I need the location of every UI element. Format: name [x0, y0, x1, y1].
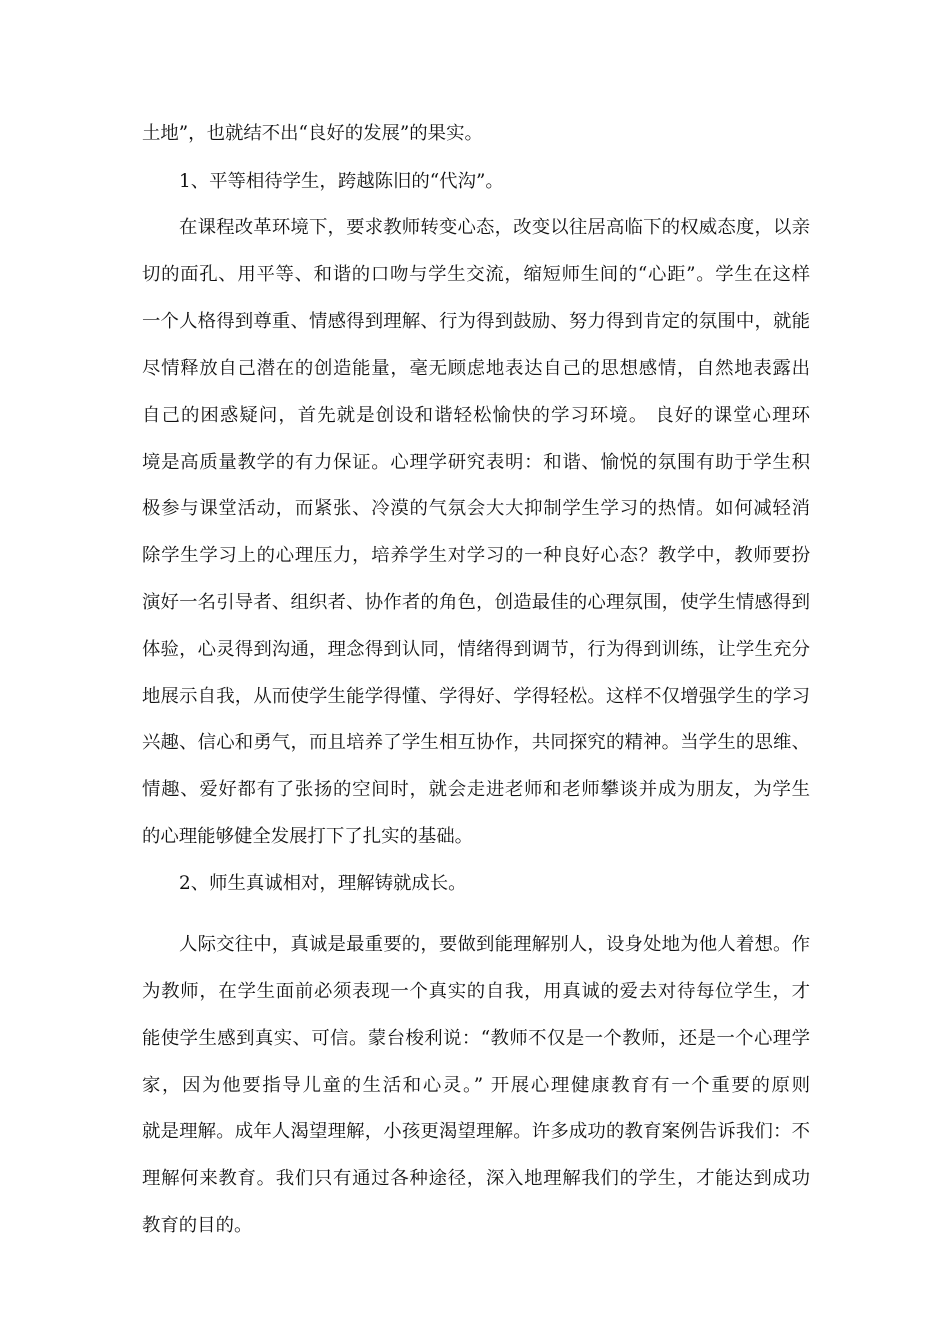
paragraph-1-line: 地展示自我，从而使学生能学得懂、学得好、学得轻松。这样不仅增强学生的学习: [142, 686, 810, 707]
paragraph-2-line: 就是理解。成年人渴望理解，小孩更渴望理解。许多成功的教育案例告诉我们：不: [142, 1121, 810, 1142]
paragraph-1-line: 自己的困惑疑问，首先就是创设和谐轻松愉快的学习环境。 良好的课堂心理环: [142, 405, 810, 426]
paragraph-2-line: 人际交往中，真诚是最重要的，要做到能理解别人，设身处地为他人着想。作: [179, 934, 810, 955]
paragraph-1-line: 除学生学习上的心理压力，培养学生对学习的一种良好心态？教学中，教师要扮: [142, 545, 810, 566]
paragraph-2-line: 教育的目的。: [142, 1215, 253, 1236]
paragraph-1-line: 体验，心灵得到沟通，理念得到认同，情绪得到调节，行为得到训练，让学生充分: [142, 639, 810, 660]
paragraph-2-line: 理解何来教育。我们只有通过各种途径，深入地理解我们的学生，才能达到成功: [142, 1168, 810, 1189]
paragraph-2-line: 能使学生感到真实、可信。蒙台梭利说：“教师不仅是一个教师，还是一个心理学: [142, 1028, 810, 1049]
section-heading-1: 1、平等相待学生，跨越陈旧的“代沟”。: [179, 171, 504, 192]
paragraph-1-line: 情趣、爱好都有了张扬的空间时，就会走进老师和老师攀谈并成为朋友，为学生: [142, 779, 810, 800]
paragraph-1-line: 的心理能够健全发展打下了扎实的基础。: [142, 826, 474, 847]
paragraph-1-line: 境是高质量教学的有力保证。心理学研究表明：和谐、愉悦的氛围有助于学生积: [142, 452, 810, 473]
paragraph-1-line: 切的面孔、用平等、和谐的口吻与学生交流，缩短师生间的“心距”。学生在这样: [142, 264, 810, 285]
section-heading-2: 2、师生真诚相对，理解铸就成长。: [179, 873, 467, 894]
paragraph-2-line: 为教师，在学生面前必须表现一个真实的自我，用真诚的爱去对待每位学生，才: [142, 981, 810, 1002]
paragraph-1-line: 在课程改革环境下，要求教师转变心态，改变以往居高临下的权威态度，以亲: [179, 217, 810, 238]
paragraph-1-line: 演好一名引导者、组织者、协作者的角色，创造最佳的心理氛围，使学生情感得到: [142, 592, 810, 613]
paragraph-2-line: 家，因为他要指导儿童的生活和心灵。” 开展心理健康教育有一个重要的原则: [142, 1075, 810, 1096]
paragraph-1-line: 极参与课堂活动，而紧张、冷漠的气氛会大大抑制学生学习的热情。如何减轻消: [142, 498, 810, 519]
paragraph-1-line: 兴趣、信心和勇气，而且培养了学生相互协作，共同探究的精神。当学生的思维、: [142, 732, 810, 753]
paragraph-1-line: 一个人格得到尊重、情感得到理解、行为得到鼓励、努力得到肯定的氛围中，就能: [142, 311, 810, 332]
continuation-line: 土地”，也就结不出“良好的发展”的果实。: [142, 123, 483, 144]
paragraph-1-line: 尽情释放自己潜在的创造能量，毫无顾虑地表达自己的思想感情，自然地表露出: [142, 358, 810, 379]
